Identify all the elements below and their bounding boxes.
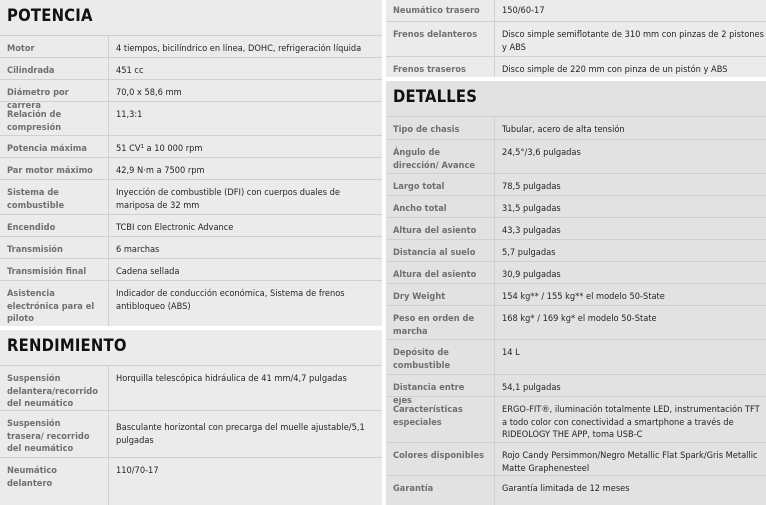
spec-row: [0, 214, 382, 236]
spec-row: [0, 280, 382, 326]
spec-value: 31,5 pulgadas: [502, 203, 561, 214]
left-column: [0, 0, 382, 505]
spec-value: 51 CV¹ a 10 000 rpm: [116, 143, 203, 154]
spec-label: Garantía: [393, 483, 434, 494]
spec-label: Altura del asiento: [393, 269, 477, 280]
spec-label: Relación de compresión: [7, 109, 62, 133]
spec-value: Inyección de combustible (DFI) con cuerpos duales de mariposa de 32 mm: [116, 187, 340, 211]
spec-value: 14 L: [502, 347, 520, 358]
spec-row: [0, 57, 382, 79]
spec-row: [386, 56, 766, 77]
spec-value: Basculante horizontal con precarga del muelle ajustable/5,1 pulgadas: [116, 422, 365, 446]
spec-label: Neumático delantero: [7, 465, 57, 489]
spec-value: 168 kg* / 169 kg* el modelo 50-State: [502, 313, 657, 324]
spec-value: 4 tiempos, bicilíndrico en línea, DOHC, refrigeración líquida: [116, 43, 362, 54]
spec-label: Frenos traseros: [393, 64, 466, 75]
spec-row: [0, 101, 382, 135]
spec-value: TCBI con Electronic Advance: [116, 222, 234, 233]
spec-label: Peso en orden de marcha: [393, 313, 475, 337]
spec-row: [0, 258, 382, 280]
spec-label: Suspensión delantera/recorrido del neumático: [7, 373, 98, 409]
spec-label: Cilindrada: [7, 65, 55, 76]
section-rendimiento: [0, 330, 382, 505]
spec-row: [386, 139, 766, 173]
spec-value: 24,5°/3,6 pulgadas: [502, 147, 581, 158]
spec-label: Tipo de chasis: [393, 124, 460, 135]
spec-row: [386, 396, 766, 442]
right-column: [386, 0, 766, 505]
spec-label: Suspensión trasera/ recorrido del neumático: [7, 418, 90, 454]
spec-value: 42,9 N·m a 7500 rpm: [116, 165, 205, 176]
spec-label: Colores disponibles: [393, 450, 484, 461]
spec-value: Cadena sellada: [116, 266, 180, 277]
spec-value: ERGO-FIT®, iluminación totalmente LED, instrumentación TFT a todo color con conectividad a smartphone a través de RIDEOLOGY THE APP, toma USB-C: [502, 404, 760, 440]
spec-value: 11,3:1: [116, 109, 143, 120]
spec-label: Motor: [7, 43, 35, 54]
spec-value: Disco simple semiflotante de 310 mm con pinzas de 2 pistones y ABS: [502, 29, 764, 53]
spec-value: Tubular, acero de alta tensión: [502, 124, 625, 135]
spec-label: Depósito de combustible: [393, 347, 451, 371]
spec-label: Distancia entre ejes: [393, 382, 465, 406]
section-detalles: [386, 81, 766, 505]
spec-row: [386, 217, 766, 239]
spec-row: [386, 21, 766, 56]
spec-label: Asistencia electrónica para el piloto: [7, 288, 95, 324]
spec-label: Distancia al suelo: [393, 247, 476, 258]
spec-label: Encendido: [7, 222, 56, 233]
spec-value: 54,1 pulgadas: [502, 382, 561, 393]
spec-row: [386, 261, 766, 283]
spec-label: Sistema de combustible: [7, 187, 65, 211]
spec-row: [0, 157, 382, 179]
section-title-detalles: DETALLES: [393, 87, 478, 106]
spec-value: 78,5 pulgadas: [502, 181, 561, 192]
spec-value: Disco simple de 220 mm con pinza de un pistón y ABS: [502, 64, 728, 75]
spec-value: 451 cc: [116, 65, 144, 76]
spec-label: Transmisión: [7, 244, 63, 255]
spec-row: [386, 283, 766, 305]
spec-label: Ángulo de dirección/ Avance: [393, 147, 475, 171]
spec-row: [386, 195, 766, 217]
spec-value: 6 marchas: [116, 244, 160, 255]
spec-row: [386, 305, 766, 339]
spec-row: [386, 475, 766, 505]
spec-row: [386, 374, 766, 406]
spec-row: [0, 79, 382, 111]
spec-value: Garantía limitada de 12 meses: [502, 483, 630, 494]
spec-value: 150/60-17: [502, 5, 545, 16]
spec-value: Indicador de conducción económica, Sistema de frenos antibloqueo (ABS): [116, 288, 345, 312]
spec-label: Características especiales: [393, 404, 463, 428]
spec-label: Frenos delanteros: [393, 29, 478, 40]
spec-row: [386, 239, 766, 261]
spec-row: [0, 410, 382, 457]
spec-label: Diámetro por carrera: [7, 87, 69, 111]
spec-label: Largo total: [393, 181, 445, 192]
spec-label: Neumático trasero: [393, 5, 480, 16]
spec-row: [0, 35, 382, 57]
spec-label: Potencia máxima: [7, 143, 87, 154]
spec-label: Dry Weight: [393, 291, 446, 302]
spec-value: 5,7 pulgadas: [502, 247, 556, 258]
spec-value: 110/70-17: [116, 465, 159, 476]
spec-value: 30,9 pulgadas: [502, 269, 561, 280]
spec-row: [386, 0, 766, 21]
spec-row: [0, 365, 382, 410]
spec-value: 70,0 x 58,6 mm: [116, 87, 182, 98]
spec-row: [386, 339, 766, 374]
section-potencia: [0, 0, 382, 326]
spec-row: [386, 173, 766, 195]
section-title-rendimiento: RENDIMIENTO: [7, 336, 127, 355]
spec-value: 43,3 pulgadas: [502, 225, 561, 236]
section-rendimiento-continued: [386, 0, 766, 77]
spec-value: Rojo Candy Persimmon/Negro Metallic Flat Spark/Gris Metallic Matte Graphenesteel: [502, 450, 758, 474]
spec-label: Transmisión final: [7, 266, 87, 277]
section-title-potencia: POTENCIA: [7, 6, 93, 25]
spec-row: [0, 135, 382, 157]
spec-label: Ancho total: [393, 203, 447, 214]
spec-row: [0, 179, 382, 214]
spec-value: 154 kg** / 155 kg** el modelo 50-State: [502, 291, 665, 302]
spec-row: [386, 116, 766, 139]
spec-row: [386, 442, 766, 475]
spec-label: Altura del asiento: [393, 225, 477, 236]
spec-row: [0, 457, 382, 505]
spec-label: Par motor máximo: [7, 165, 93, 176]
spec-row: [0, 236, 382, 258]
spec-value: Horquilla telescópica hidráulica de 41 mm/4,7 pulgadas: [116, 373, 347, 384]
